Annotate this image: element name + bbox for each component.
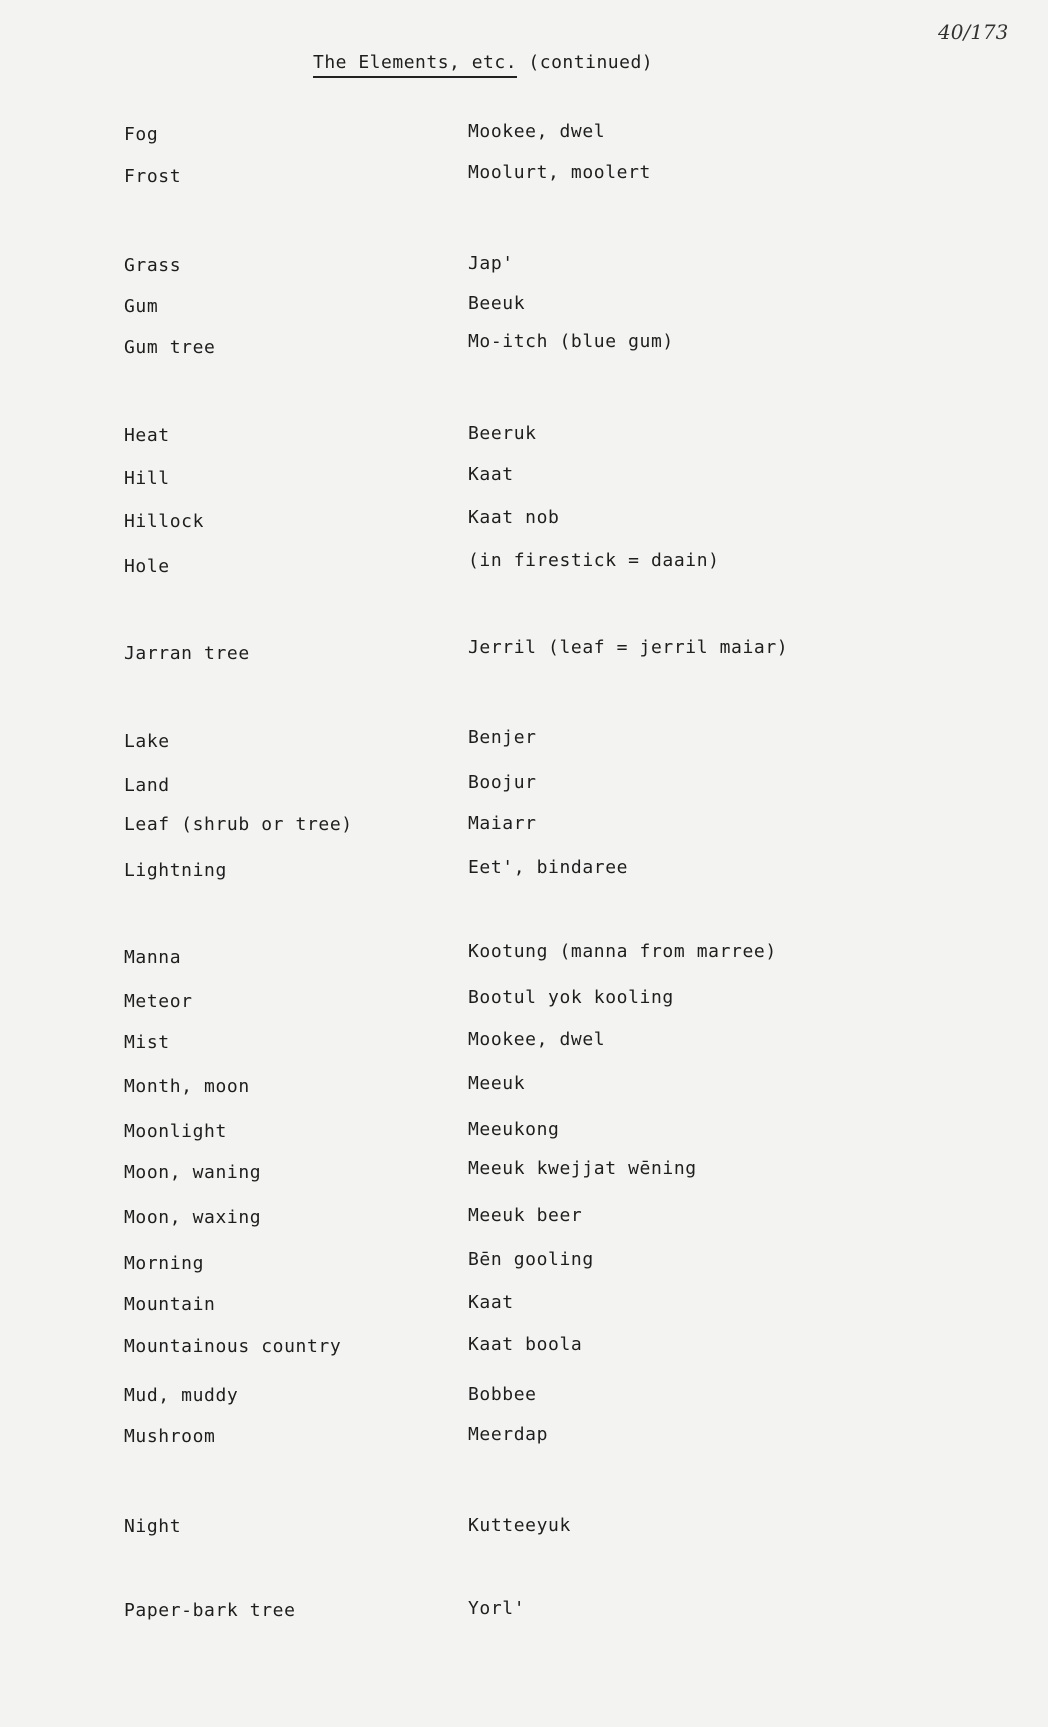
native-term: Mookee, dwel bbox=[468, 1029, 606, 1050]
english-term: Hillock bbox=[124, 511, 205, 532]
english-term: Land bbox=[124, 775, 170, 796]
english-term: Moon, waning bbox=[124, 1162, 262, 1183]
native-term: Beeruk bbox=[468, 423, 537, 444]
native-term: (in firestick = daain) bbox=[468, 550, 720, 571]
english-term: Frost bbox=[124, 166, 182, 187]
english-term: Mud, muddy bbox=[124, 1385, 239, 1406]
page-heading bbox=[313, 52, 653, 78]
native-term: Boojur bbox=[468, 772, 537, 793]
native-term: Benjer bbox=[468, 727, 537, 748]
english-term: Lightning bbox=[124, 860, 227, 881]
native-term: Eet', bindaree bbox=[468, 857, 629, 878]
native-term: Meerdap bbox=[468, 1424, 549, 1445]
page-number: 40/173 bbox=[938, 20, 1009, 44]
english-term: Grass bbox=[124, 255, 182, 276]
native-term: Meeuk bbox=[468, 1073, 526, 1094]
native-term: Yorl' bbox=[468, 1598, 526, 1619]
english-term: Month, moon bbox=[124, 1076, 250, 1097]
english-term: Manna bbox=[124, 947, 182, 968]
native-term: Kaat boola bbox=[468, 1334, 583, 1355]
english-term: Leaf (shrub or tree) bbox=[124, 814, 353, 835]
english-term: Mountain bbox=[124, 1294, 216, 1315]
english-term: Mist bbox=[124, 1032, 170, 1053]
english-term: Hole bbox=[124, 556, 170, 577]
english-term: Mountainous country bbox=[124, 1336, 342, 1357]
english-term: Night bbox=[124, 1516, 182, 1537]
native-term: Bobbee bbox=[468, 1384, 537, 1405]
english-term: Moonlight bbox=[124, 1121, 227, 1142]
english-term: Lake bbox=[124, 731, 170, 752]
english-term: Mushroom bbox=[124, 1426, 216, 1447]
heading-title: The Elements, etc. bbox=[313, 52, 517, 78]
native-term: Mookee, dwel bbox=[468, 121, 606, 142]
native-term: Meeuk kwejjat wēning bbox=[468, 1158, 697, 1179]
native-term: Maiarr bbox=[468, 813, 537, 834]
english-term: Gum bbox=[124, 296, 159, 317]
native-term: Kaat bbox=[468, 464, 514, 485]
english-term: Fog bbox=[124, 124, 159, 145]
english-term: Morning bbox=[124, 1253, 205, 1274]
native-term: Bootul yok kooling bbox=[468, 987, 674, 1008]
native-term: Kutteeyuk bbox=[468, 1515, 571, 1536]
native-term: Kootung (manna from marree) bbox=[468, 941, 777, 962]
english-term: Moon, waxing bbox=[124, 1207, 262, 1228]
english-term: Hill bbox=[124, 468, 170, 489]
english-term: Meteor bbox=[124, 991, 193, 1012]
native-term: Mo-itch (blue gum) bbox=[468, 331, 674, 352]
native-term: Bēn gooling bbox=[468, 1249, 594, 1270]
native-term: Meeuk beer bbox=[468, 1205, 583, 1226]
native-term: Kaat bbox=[468, 1292, 514, 1313]
english-term: Heat bbox=[124, 425, 170, 446]
heading-suffix: (continued) bbox=[528, 52, 654, 73]
native-term: Kaat nob bbox=[468, 507, 560, 528]
native-term: Jerril (leaf = jerril maiar) bbox=[468, 637, 789, 658]
native-term: Jap' bbox=[468, 253, 514, 274]
native-term: Meeukong bbox=[468, 1119, 560, 1140]
english-term: Gum tree bbox=[124, 337, 216, 358]
english-term: Jarran tree bbox=[124, 643, 250, 664]
native-term: Moolurt, moolert bbox=[468, 162, 651, 183]
native-term: Beeuk bbox=[468, 293, 526, 314]
english-term: Paper-bark tree bbox=[124, 1600, 296, 1621]
